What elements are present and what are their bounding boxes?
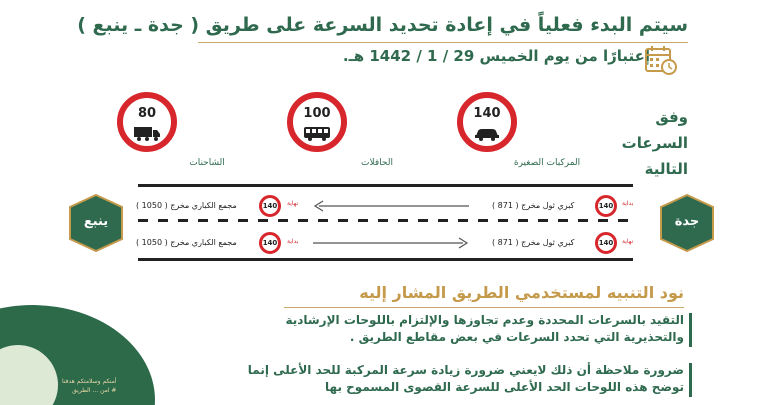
lane1-arrow-icon <box>313 200 469 212</box>
road-edge-top <box>138 184 633 187</box>
speed-limit-value: 140 <box>473 106 501 121</box>
vehicle-caption: الشاحنات <box>189 158 225 168</box>
notice-divider <box>284 307 684 308</box>
notice-title: نود التنبيه لمستخدمي الطريق المشار إليه <box>359 283 684 302</box>
speeds-label-line1: وفق السرعات <box>621 108 688 152</box>
lane2-arrow-icon <box>313 237 469 249</box>
footer-slogan <box>62 377 116 395</box>
lane1-start-sign: 140 <box>595 195 617 217</box>
speed-limit-value: 80 <box>137 106 157 121</box>
footer-line2: # امن ... الطريق <box>72 387 117 394</box>
page-title: سيتم البدء فعلياً في إعادة تحديد السرعة على طريق ( جدة ـ ينبع ) <box>77 14 688 36</box>
city-label-yanbu: ينبع <box>83 214 109 229</box>
footer-line1: أمنكم وسلامتكم هدفنا <box>62 378 117 385</box>
car-icon <box>473 125 501 141</box>
road-center-dashes <box>138 219 633 222</box>
speeds-label-line2: التالية <box>644 160 688 178</box>
bullet-marker <box>689 363 692 397</box>
road-edge-bottom <box>138 258 633 261</box>
lane2-start-text: كبري ثول مخرج ( 871 ) <box>492 238 575 247</box>
bullet-marker <box>689 313 692 347</box>
effective-date: إعتبارًا من يوم الخميس 29 / 1 / 1442 هـ. <box>342 47 650 65</box>
vehicle-caption: المركبات الصغيرة <box>513 158 581 168</box>
truck-icon <box>133 125 161 141</box>
city-label-jeddah: جدة <box>674 214 700 229</box>
lane2-end-tag: بداية <box>287 238 299 245</box>
lane1-start-tag: بداية <box>622 200 634 207</box>
lane1-end-sign: 140 <box>259 195 281 217</box>
lane2-end-sign: 140 <box>259 232 281 254</box>
lane1-end-text: مجمع الكباري مخرج ( 1050 ) <box>136 201 237 210</box>
lane2-start-sign: 140 <box>595 232 617 254</box>
lane1-end-tag: نهاية <box>287 200 299 207</box>
speeds-label <box>593 104 688 182</box>
vehicle-caption: الحافلات <box>361 158 393 168</box>
notice-bullet-2: ضرورة ملاحظة أن ذلك لايعني ضرورة زيادة سرعة المركبة للحد الأعلى إنما توضح هذه اللوحات الحد الأعلى للسرعة القصوى المسموح بها <box>247 363 684 394</box>
lane1-start-text: كبري ثول مخرج ( 871 ) <box>492 201 575 210</box>
title-divider <box>198 42 688 43</box>
lane2-start-tag: نهاية <box>622 238 634 245</box>
speed-limit-value: 100 <box>303 106 331 121</box>
calendar-clock-icon <box>644 44 678 76</box>
lane2-end-text: مجمع الكباري مخرج ( 1050 ) <box>136 238 237 247</box>
notice-bullet-1: التقيد بالسرعات المحددة وعدم تجاوزها والإلتزام باللوحات الإرشادية والتحذيرية التي تحدد السرعات في بعض مقاطع الطريق . <box>285 313 684 344</box>
bus-icon <box>303 125 331 141</box>
